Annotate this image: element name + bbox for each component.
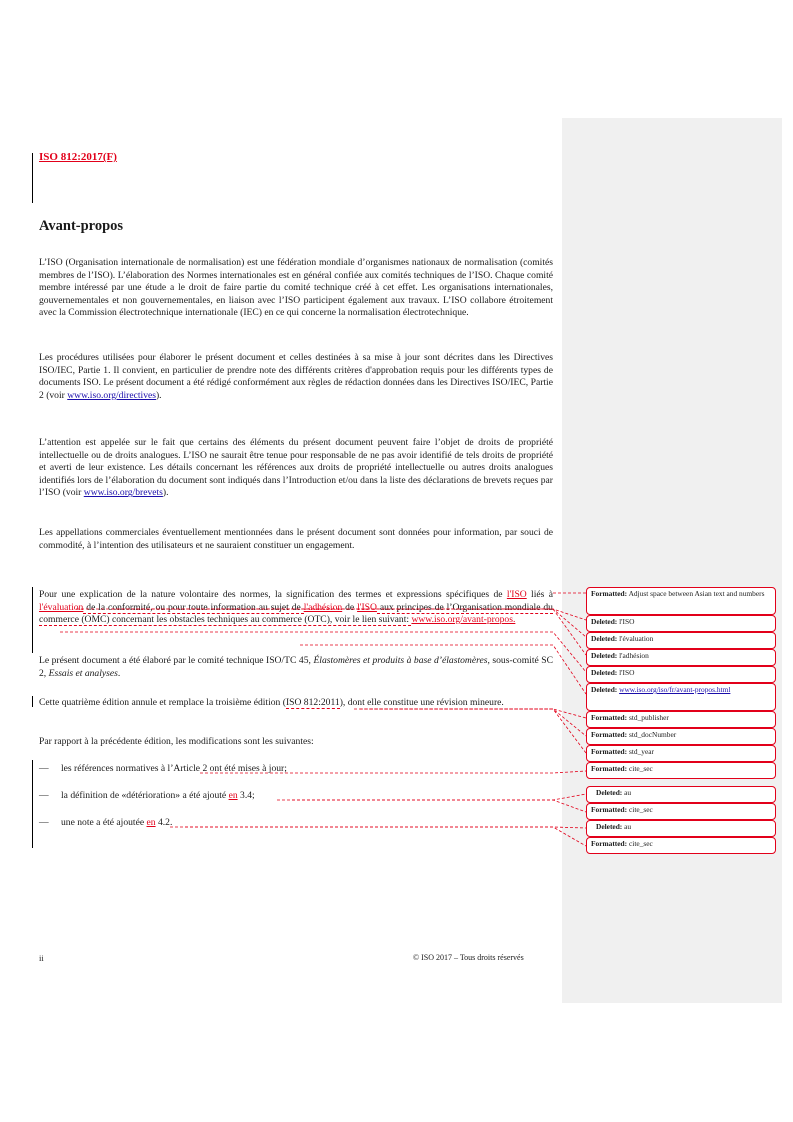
comment-balloon[interactable]: Deleted: au — [586, 820, 776, 837]
inserted-text[interactable]: en — [146, 817, 156, 828]
directives-link[interactable]: www.iso.org/directives — [67, 389, 156, 401]
comment-balloon[interactable]: Deleted: l'adhésion — [586, 649, 776, 666]
std-reference: ISO 812:2011 — [285, 697, 340, 708]
deleted-link[interactable]: www.iso.org/iso/fr/avant-propos.html — [619, 685, 731, 694]
comment-balloon[interactable]: Formatted: Adjust space between Asian text and numbers — [586, 587, 776, 615]
inserted-text[interactable]: l'ISO — [357, 601, 377, 613]
change-bar — [32, 696, 33, 707]
paragraph-5: Pour une explication de la nature volontaire des normes, la signification des termes et expressions spécifiques de l'ISO liés à l'évaluation de la conformité, ou pour toute information au sujet de l'adhésion de l'ISO aux principes de l’Organisation mondiale du commerce (OMC) concernant les obstacles techniques au commerce (OTC), voir le lien suivant: www.iso.org/avant-propos. — [39, 589, 553, 626]
comment-pane — [562, 118, 782, 1003]
comment-balloon[interactable]: Deleted: l'ISO — [586, 615, 776, 632]
comment-balloon[interactable]: Deleted: l'ISO — [586, 666, 776, 683]
paragraph-7: Cette quatrième édition annule et remplace la troisième édition (ISO 812:2011), dont elle constitue une révision mineure. — [39, 697, 504, 708]
inserted-text[interactable]: en — [228, 790, 238, 801]
comment-balloon[interactable]: Formatted: std_publisher — [586, 711, 776, 728]
copyright: © ISO 2017 – Tous droits réservés — [413, 953, 524, 962]
comment-balloon[interactable]: Formatted: cite_sec — [586, 762, 776, 779]
change-bar — [32, 587, 33, 653]
comment-balloon[interactable]: Formatted: cite_sec — [586, 837, 776, 854]
section-title: Avant-propos — [39, 218, 124, 234]
paragraph-8: Par rapport à la précédente édition, les modifications sont les suivantes: — [39, 736, 314, 747]
page-number: ii — [39, 953, 44, 963]
paragraph-2: Les procédures utilisées pour élaborer le présent document et celles destinées à sa mise à jour sont décrites dans les Directives ISO/IEC, Partie 1. Il convient, en particulier de prendre note des différents critères d'approbation requis pour les différents types de documents ISO. Le présent document a été rédigé conformément aux règles de rédaction données dans les Directives ISO/IEC, Partie 2 (voir www.iso.org/directives). — [39, 352, 553, 401]
comment-balloon[interactable]: Formatted: std_docNumber — [586, 728, 776, 745]
document-header: ISO 812:2017(F) — [39, 151, 117, 163]
change-bar — [32, 760, 33, 848]
paragraph-3: L’attention est appelée sur le fait que certains des éléments du présent document peuvent faire l’objet de droits de propriété intellectuelle ou de droits analogues. L’ISO ne saurait être tenue pour responsable de ne pas avoir identifié de tels droits de propriété et averti de leur existence. Les détails concernant les références aux droits de propriété intellectuelle ou autres droits analogues identifiés lors de l’élaboration du document sont indiqués dans l’Introduction et/ou dans la liste des déclarations de brevets reçues par l’ISO (voir www.iso.org/brevets). — [39, 437, 553, 499]
paragraph-1: L’ISO (Organisation internationale de normalisation) est une fédération mondiale d’organismes nationaux de normalisation (comités membres de l’ISO). L’élaboration des Normes internationales est en général confiée aux comités techniques de l’ISO. Chaque comité membre intéressé par une étude a le droit de faire partie du comité technique créé à cet effet. Les organisations internationales, gouvernementales et non gouvernementales, en liaison avec l’ISO participent également aux travaux. L’ISO collabore étroitement avec la Commission électrotechnique internationale (IEC) en ce qui concerne la normalisation électrotechnique. — [39, 257, 553, 319]
comment-balloon[interactable]: Formatted: std_year — [586, 745, 776, 762]
comment-balloon[interactable]: Deleted: au — [586, 786, 776, 803]
patents-link[interactable]: www.iso.org/brevets — [83, 487, 163, 499]
list-item: — une note a été ajoutée en 4.2. — [39, 817, 173, 828]
inserted-text[interactable]: l'adhésion — [303, 601, 343, 613]
change-bar — [32, 153, 33, 203]
inserted-text[interactable]: l'ISO — [506, 589, 527, 600]
comment-balloon[interactable]: Formatted: cite_sec — [586, 803, 776, 820]
paragraph-4: Les appellations commerciales éventuellement mentionnées dans le présent document sont données pour information, par souci de commodité, à l’intention des utilisateurs et ne sauraient constituer un engagement. — [39, 527, 553, 551]
list-item: — les références normatives à l’Article 2 ont été mises à jour; — [39, 763, 287, 774]
comment-balloon[interactable]: Deleted: www.iso.org/iso/fr/avant-propos.html — [586, 683, 776, 711]
comment-balloon[interactable]: Deleted: l'évaluation — [586, 632, 776, 649]
paragraph-6: Le présent document a été élaboré par le comité technique ISO/TC 45, Élastomères et produits à base d’élastomères, sous-comité SC 2, Essais et analyses. — [39, 655, 554, 679]
inserted-text[interactable]: l'évaluation — [39, 601, 84, 613]
inserted-link[interactable]: www.iso.org/avant-propos. — [411, 614, 516, 626]
list-item: — la définition de «détérioration» a été ajouté en 3.4; — [39, 790, 255, 801]
